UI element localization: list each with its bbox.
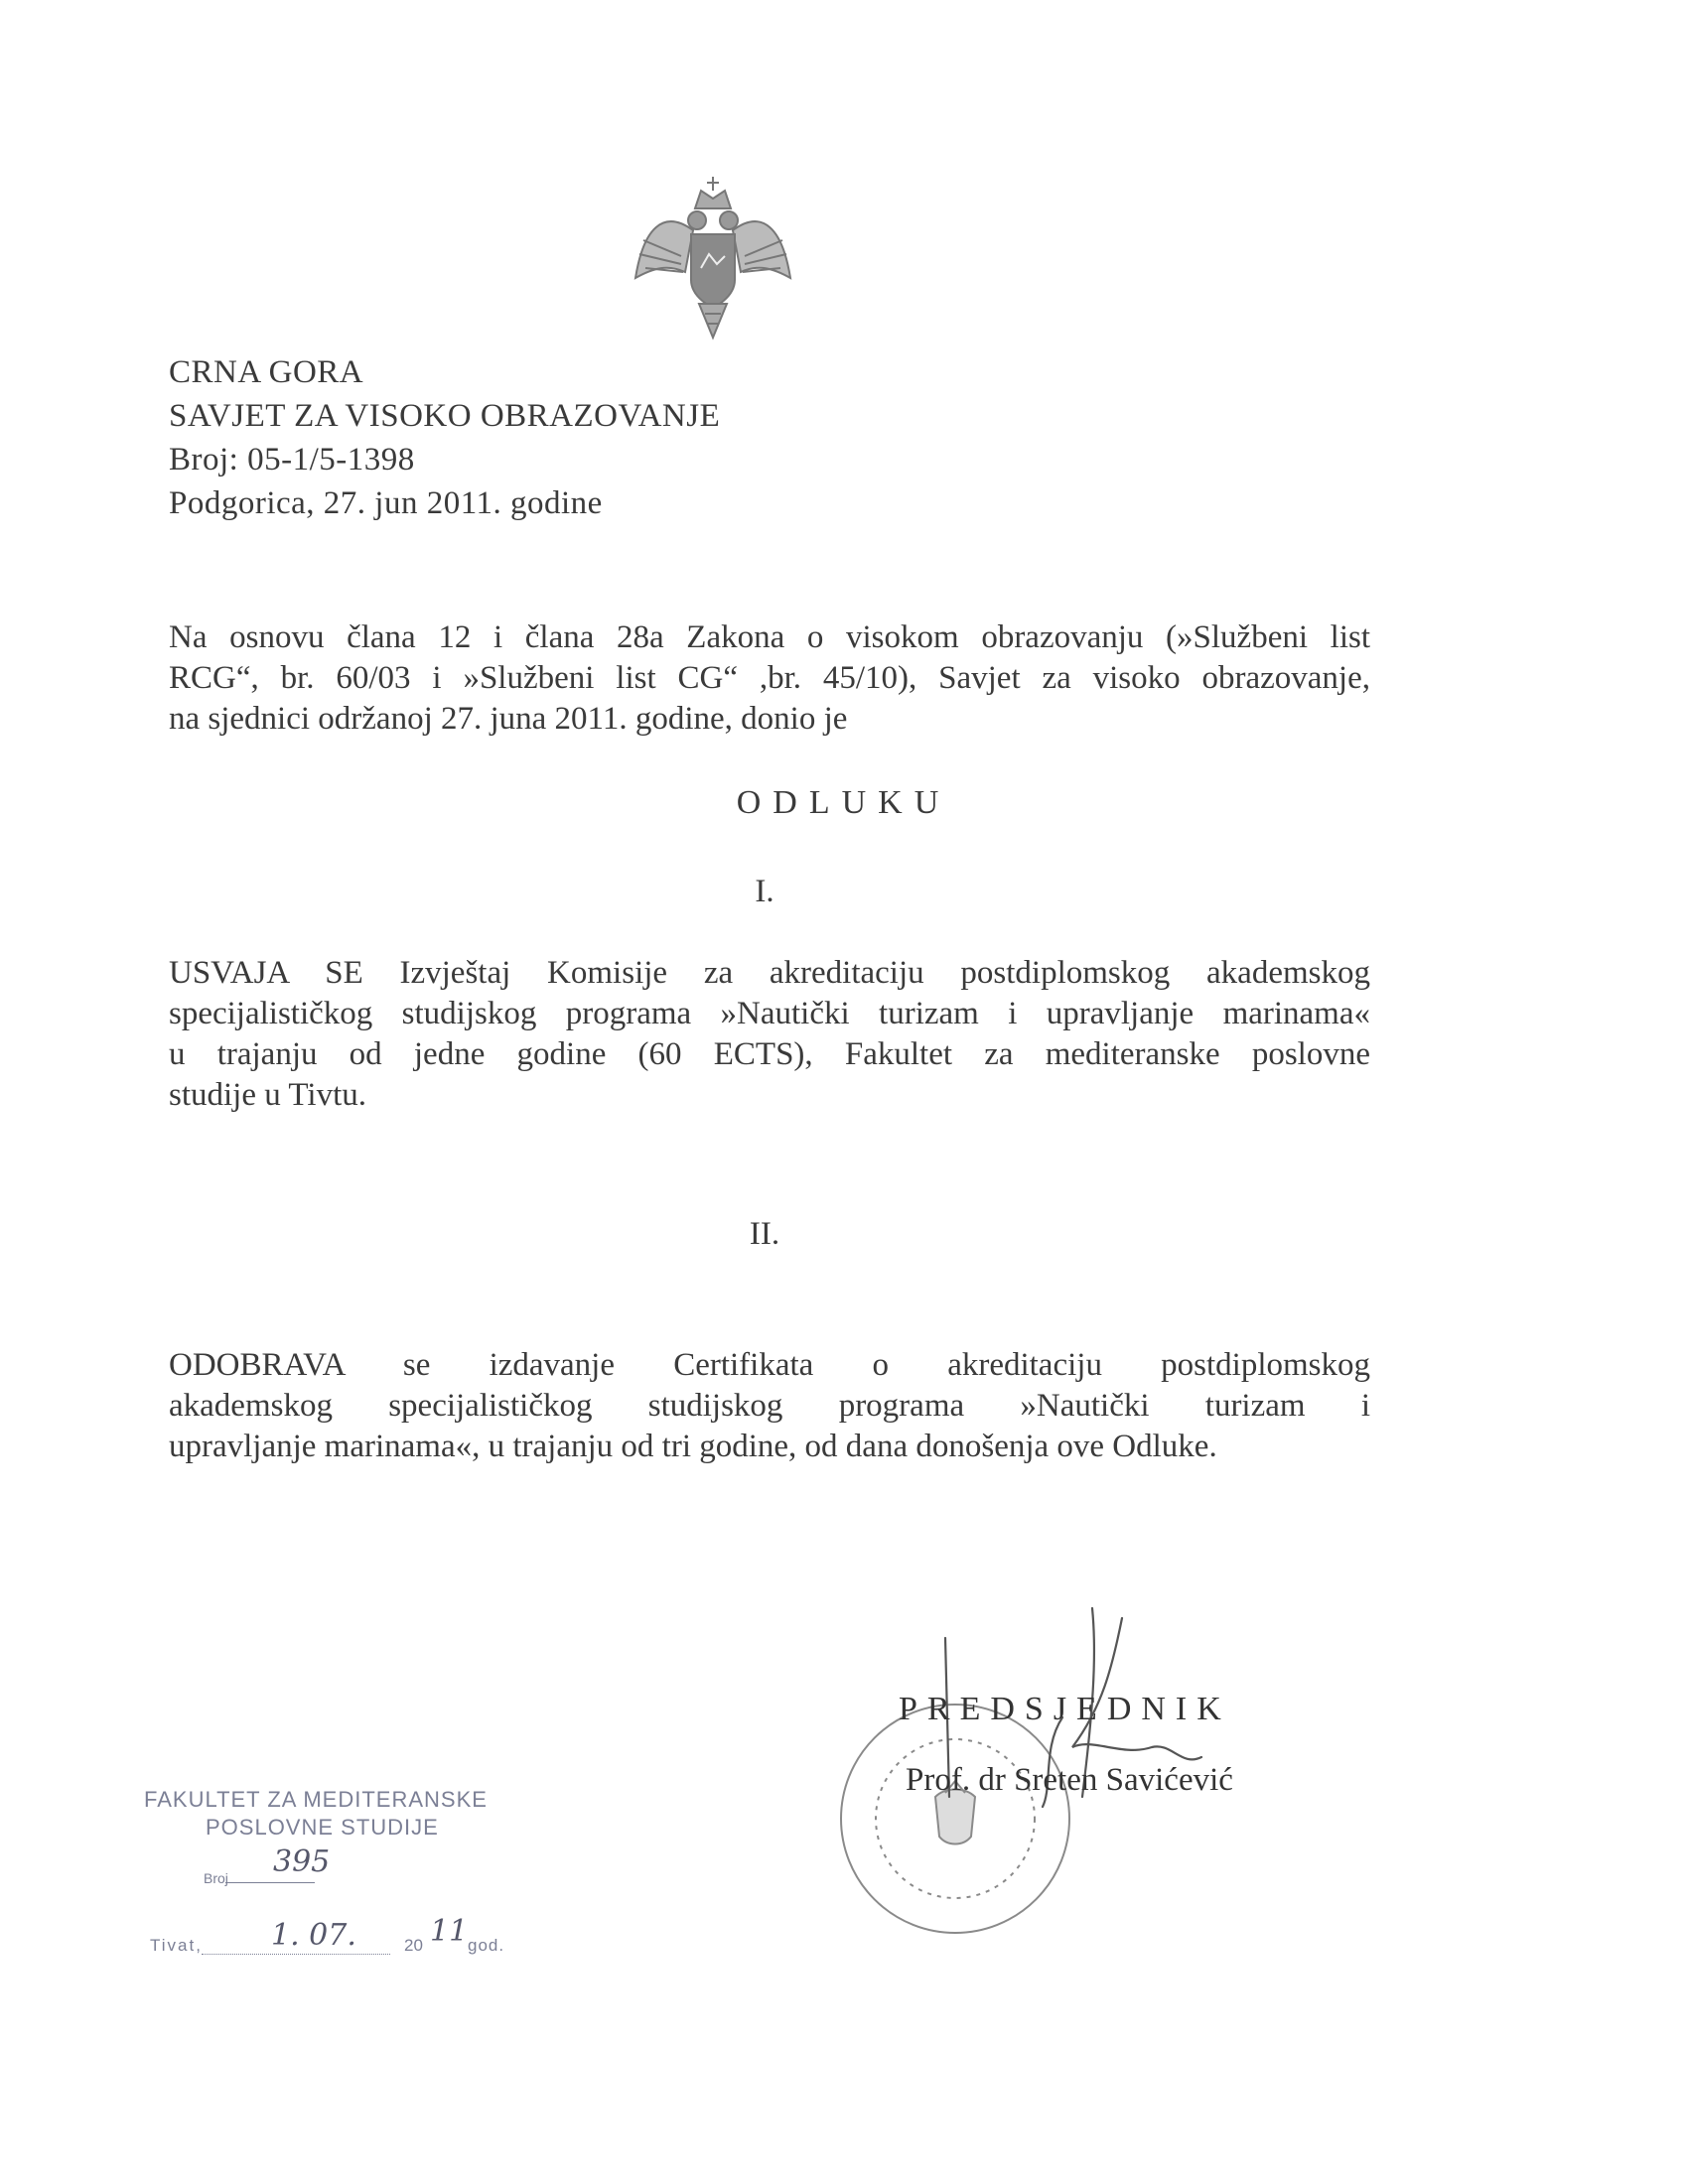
section-numeral-1: I. (755, 874, 774, 909)
signer-name: Prof. dr Sreten Savićević (906, 1762, 1233, 1798)
section-1-paragraph (169, 953, 1370, 1116)
stamp-year-prefix: 20 (404, 1936, 423, 1955)
intro-line: Na osnovu člana 12 i člana 28a Zakona o visokom obrazovanju (»Službeni list (169, 619, 1370, 655)
country-name: CRNA GORA (169, 354, 364, 390)
intro-line: na sjednici održanoj 27. juna 2011. godine, donio je (169, 701, 848, 737)
section-2-line: akademskog specijalističkog studijskog programa »Nautički turizam i (169, 1388, 1370, 1424)
section-2-line: ODOBRAVA se izdavanje Certifikata o akreditaciju postdiplomskog (169, 1347, 1370, 1383)
coat-of-arms-emblem (624, 169, 802, 347)
section-1-line: specijalističkog studijskog programa »Nautički turizam i upravljanje marinama« (169, 996, 1370, 1031)
intro-paragraph (169, 617, 1370, 740)
received-stamp (144, 1787, 561, 1966)
section-1-line: USVAJA SE Izvještaj Komisije za akreditaciju postdiplomskog akademskog (169, 955, 1370, 991)
stamp-number-label: Broj (204, 1870, 228, 1886)
reference-number: Broj: 05-1/5-1398 (169, 442, 415, 478)
stamp-number-underline (225, 1882, 315, 1883)
institution-name: SAVJET ZA VISOKO OBRAZOVANJE (169, 398, 721, 434)
section-2-line: upravljanje marinama«, u trajanju od tri godine, od dana donošenja ove Odluke. (169, 1429, 1217, 1464)
stamp-god-label: god. (468, 1936, 505, 1955)
stamp-date-underline (202, 1954, 390, 1955)
section-numeral-2: II. (749, 1216, 780, 1252)
section-1-line: studije u Tivtu. (169, 1077, 366, 1113)
stamp-faculty-line: POSLOVNE STUDIJE (206, 1815, 439, 1840)
stamp-faculty-line: FAKULTET ZA MEDITERANSKE (144, 1787, 488, 1812)
stamp-place-label: Tivat, (150, 1936, 203, 1955)
signer-title: PREDSJEDNIK (899, 1691, 1231, 1727)
document-header (169, 350, 720, 525)
decision-title: ODLUKU (736, 784, 951, 821)
section-2-paragraph (169, 1345, 1370, 1467)
stamp-year-value: 11 (430, 1914, 469, 1949)
place-and-date: Podgorica, 27. jun 2011. godine (169, 485, 603, 521)
stamp-date-value: 1. 07. (271, 1918, 356, 1953)
intro-line: RCG“, br. 60/03 i »Službeni list CG“ ,br. 45/10), Savjet za visoko obrazovanje, (169, 660, 1370, 696)
stamp-number-value: 395 (273, 1844, 331, 1879)
section-1-line: u trajanju od jedne godine (60 ECTS), Fakultet za mediteranske poslovne (169, 1036, 1370, 1072)
